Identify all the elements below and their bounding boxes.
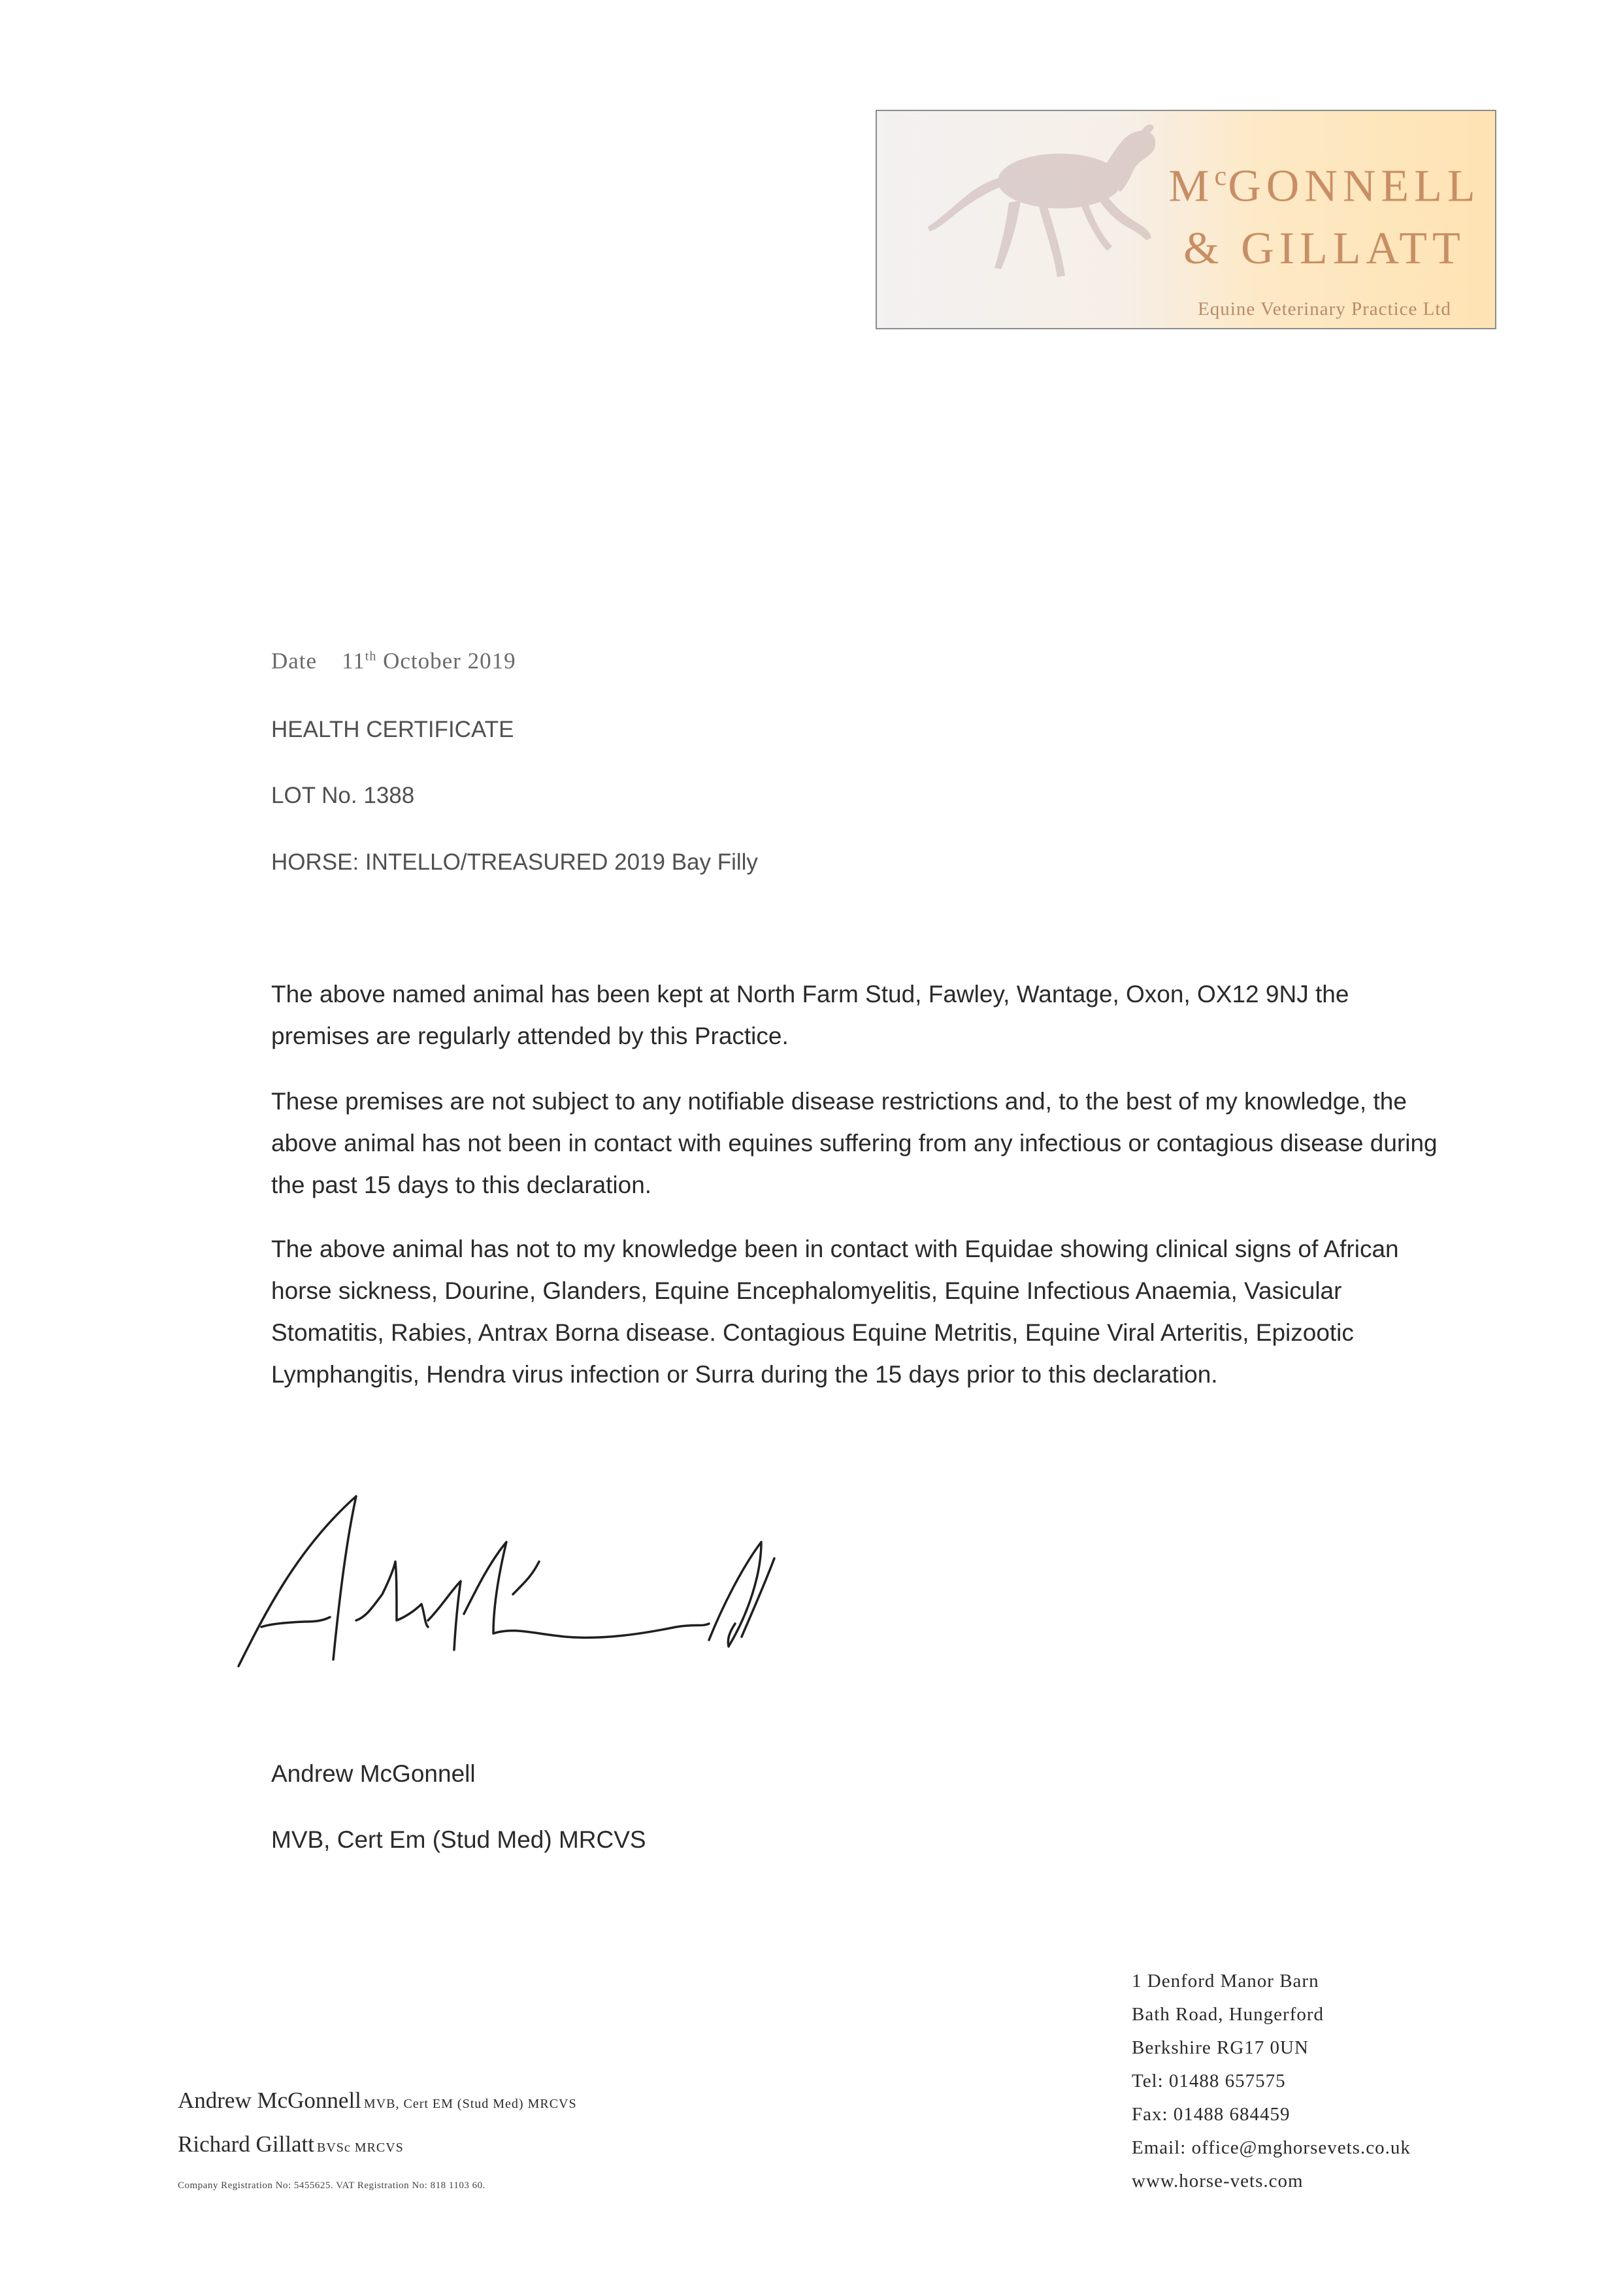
partner-2-name: Richard Gillatt bbox=[178, 2131, 314, 2157]
paragraph-diseases: The above animal has not to my knowledge been in contact with Equidae showing clinical signs of African horse sickness, Dourine, Glanders, Equine Encephalomyelitis, Equine Infectious Anaemia, Vasicular Stomatitis, Rabies, Antrax Borna disease. Contagious Equine Metritis, Equine Viral Arteritis, Epizootic Lymphangitis, Hendra virus infection or Surra during the 15 days prior to this declaration. bbox=[271, 1236, 1399, 1388]
signer-qualifications: MVB, Cert Em (Stud Med) MRCVS bbox=[271, 1826, 646, 1853]
date-day: 11 bbox=[342, 648, 365, 674]
address-line: 1 Denford Manor Barn bbox=[1132, 1971, 1319, 1992]
address-line: Bath Road, Hungerford bbox=[1132, 2004, 1324, 2025]
brand-line-1 bbox=[1158, 145, 1491, 218]
email-address: Email: office@mghorsevets.co.uk bbox=[1132, 2137, 1411, 2158]
brand-gonnell: GONNELL bbox=[1228, 161, 1481, 212]
brand-subtitle: Equine Veterinary Practice Ltd bbox=[1198, 299, 1451, 320]
letterhead bbox=[876, 110, 1496, 329]
address-line: Berkshire RG17 0UN bbox=[1132, 2037, 1309, 2058]
certificate-title: HEALTH CERTIFICATE bbox=[271, 717, 514, 742]
footer-partner-1 bbox=[178, 2088, 577, 2114]
brand-line-2: & GILLATT bbox=[1183, 223, 1466, 274]
date-suffix: th bbox=[365, 649, 377, 664]
date-line bbox=[271, 648, 516, 674]
practice-address bbox=[1132, 1965, 1411, 2198]
brand-name bbox=[1158, 145, 1491, 320]
paragraph-restrictions: These premises are not subject to any notifiable disease restrictions and, to the best of my knowledge, the above animal has not been in contact with equines suffering from any infectious or contagious disease during the past 15 days to this declaration. bbox=[271, 1088, 1438, 1198]
date-rest: October 2019 bbox=[383, 648, 516, 674]
brand-c: c bbox=[1214, 161, 1228, 191]
date-label: Date bbox=[271, 648, 318, 674]
footer-partner-2 bbox=[178, 2131, 404, 2157]
partner-1-name: Andrew McGonnell bbox=[178, 2088, 361, 2113]
paragraph-premises: The above named animal has been kept at North Farm Stud, Fawley, Wantage, Oxon, OX12 9NJ the premises are regularly attended by this Practice. bbox=[271, 981, 1349, 1049]
horse-logo-icon bbox=[890, 119, 1177, 315]
lot-number: LOT No. 1388 bbox=[271, 783, 415, 808]
fax-number: Fax: 01488 684459 bbox=[1132, 2104, 1291, 2125]
horse-description: HORSE: INTELLO/TREASURED 2019 Bay Filly bbox=[271, 849, 758, 875]
signer-name: Andrew McGonnell bbox=[271, 1760, 476, 1787]
phone-number: Tel: 01488 657575 bbox=[1132, 2071, 1286, 2091]
brand-m: M bbox=[1168, 161, 1215, 212]
signature-image bbox=[225, 1483, 853, 1692]
website-address: www.horse-vets.com bbox=[1132, 2171, 1304, 2191]
partner-2-quals: BVSc MRCVS bbox=[316, 2140, 404, 2155]
partner-1-quals: MVB, Cert EM (Stud Med) MRCVS bbox=[363, 2097, 577, 2111]
company-registration: Company Registration No: 5455625. VAT Registration No: 818 1103 60. bbox=[178, 2180, 485, 2191]
